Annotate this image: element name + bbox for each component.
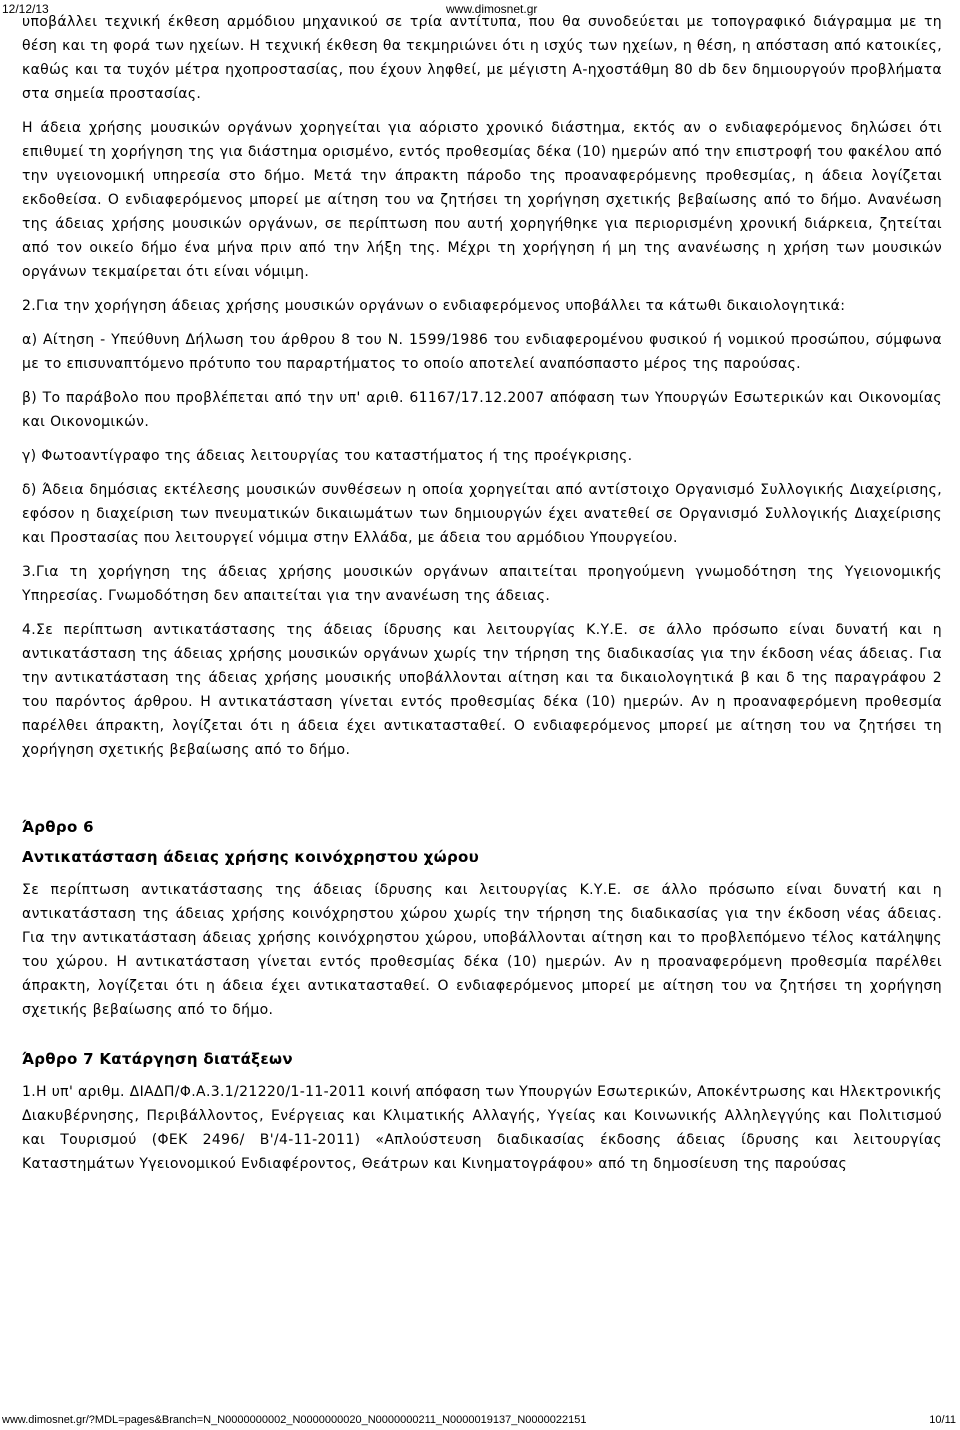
article-7-body: 1.Η υπ' αριθμ. ΔΙΑΔΠ/Φ.Α.3.1/21220/1-11-2011 κοινή απόφαση των Υπουργών Εσωτερικών, Αποκέντρωσης και Ηλεκτρονικής Διακυβέρνησης, Περιβάλλοντος, Ενέργειας και Κλιματικής Αλλαγής, Υγείας και Κοινωνικής Αλληλεγγύης και Πολιτισμού και Τουρισμού (ΦΕΚ 2496/ Β'/4-11-2011) «Απλούστευση διαδικασίας έκδοσης άδειας ίδρυσης και λειτουργίας Καταστημάτων Υγειονομικού Ενδιαφέροντος, Θεάτρων και Κινηματογράφου» από τη δημοσίευση της παρούσας xyxy=(22,1084,942,1172)
article-7-heading: Άρθρο 7 Κατάργηση διατάξεων xyxy=(22,1050,293,1068)
footer-url: www.dimosnet.gr/?MDL=pages&Branch=N_N0000000002_N0000000020_N0000000211_N0000019137_N0000022151 xyxy=(2,1414,587,1426)
paragraph-required-documents: 2.Για την χορήγηση άδειας χρήσης μουσικών οργάνων ο ενδιαφερόμενος υποβάλλει τα κάτωθι δικαιολογητικά: xyxy=(22,298,846,314)
paragraph-item-c: γ) Φωτοαντίγραφο της άδειας λειτουργίας του καταστήματος ή της προέγκρισης. xyxy=(22,448,633,464)
paragraph-item-d: δ) Άδεια δημόσιας εκτέλεσης μουσικών συνθέσεων η οποία χορηγείται από αντίστοιχο Οργανισμό Συλλογικής Διαχείρισης, εφόσον η διαχείριση των πνευματικών δικαιωμάτων των δημιουργών έχει ανατεθεί σε Οργανισμό Συλλογικής Διαχείρισης και Προστασίας που λειτουργεί νόμιμα στην Ελλάδα, με άδεια του αρμόδιου Υπουργείου. xyxy=(22,482,942,546)
paragraph-item-a: α) Αίτηση - Υπεύθυνη Δήλωση του άρθρου 8 του Ν. 1599/1986 του ενδιαφερομένου φυσικού ή νομικού προσώπου, σύμφωνα με το επισυναπτόμενο πρότυπο του παραρτήματος το οποίο αποτελεί αναπόσπαστο μέρος της παρούσας. xyxy=(22,332,942,372)
article-6-heading: Άρθρο 6 xyxy=(22,818,94,836)
paragraph-replacement: 4.Σε περίπτωση αντικατάστασης της άδειας ίδρυσης και λειτουργίας Κ.Υ.Ε. σε άλλο πρόσωπο είναι δυνατή και η αντικατάσταση της άδειας χρήσης μουσικών οργάνων χωρίς την τήρηση της διαδικασίας για την έκδοση νέας άδειας. Για την αντικατάσταση της άδειας χρήσης μουσικής υποβάλλονται αίτηση και τα δικαιολογητικά β και δ της παραγράφου 2 του παρόντος άρθρου. Η αντικατάσταση γίνεται εντός προθεσμίας δέκα (10) ημερών. Αν η προαναφερόμενη προθεσμία παρέλθει άπρακτη, λογίζεται ότι η άδεια έχει αντικατασταθεί. Ο ενδιαφερόμενος μπορεί με αίτηση του να ζητήσει τη χορήγηση σχετικής βεβαίωσης από το δήμο. xyxy=(22,622,942,758)
paragraph-technical-report: υποβάλλει τεχνική έκθεση αρμόδιου μηχανικού σε τρία αντίτυπα, που θα συνοδεύεται με τοπογραφικό διάγραμμα με τη θέση και τη φορά των ηχείων. Η τεχνική έκθεση θα τεκμηριώνει ότι η ισχύς των ηχείων, η θέση, η απόσταση από κατοικίες, καθώς και τα τυχόν μέτρα ηχοπροστασίας, που έχουν ληφθεί, με μέγιστη Α-ηχοστάθμη 80 db δεν δημιουργούν προβλήματα στα σημεία προστασίας. xyxy=(22,14,942,102)
document-body xyxy=(22,10,942,1186)
article-6-subheading: Αντικατάσταση άδειας χρήσης κοινόχρηστου χώρου xyxy=(22,848,480,866)
paragraph-item-b: β) Το παράβολο που προβλέπεται από την υπ' αριθ. 61167/17.12.2007 απόφαση των Υπουργών Εσωτερικών και Οικονομίας και Οικονομικών. xyxy=(22,390,942,430)
paragraph-health-opinion: 3.Για τη χορήγηση της άδειας χρήσης μουσικών οργάνων απαιτείται προηγούμενη γνωμοδότηση της Υγειονομικής Υπηρεσίας. Γνωμοδότηση δεν απαιτείται για την ανανέωση της άδειας. xyxy=(22,564,942,604)
page-footer xyxy=(0,1411,960,1429)
print-date: 12/12/13 xyxy=(2,2,49,16)
article-6-body: Σε περίπτωση αντικατάστασης της άδειας ίδρυσης και λειτουργίας Κ.Υ.Ε. σε άλλο πρόσωπο είναι δυνατή και η αντικατάσταση της άδειας χρήσης κοινόχρηστου χώρου χωρίς την τήρηση της διαδικασίας για την έκδοση νέας άδειας. Για την αντικατάσταση άδειας χρήσης κοινόχρηστου χώρου, υποβάλλονται αίτηση και το προβλεπόμενο τέλος κατάληψης του χώρου. Η αντικατάσταση γίνεται εντός προθεσμίας δέκα (10) ημερών. Αν η προαναφερόμενη προθεσμία παρέλθει άπρακτη, λογίζεται ότι η άδεια έχει αντικατασταθεί. Ο ενδιαφερόμενος μπορεί με αίτηση του να ζητήσει τη χορήγηση σχετικής βεβαίωσης από το δήμο. xyxy=(22,882,942,1018)
paragraph-license-duration: Η άδεια χρήσης μουσικών οργάνων χορηγείται για αόριστο χρονικό διάστημα, εκτός αν ο ενδιαφερόμενος δηλώσει ότι επιθυμεί τη χορήγηση της για διάστημα ορισμένο, εντός προθεσμίας δέκα (10) ημερών από την επιστροφή του φακέλου από την υγειονομική υπηρεσία στο δήμο. Μετά την άπρακτη πάροδο της προαναφερόμενης προθεσμίας, η άδεια λογίζεται εκδοθείσα. Ο ενδιαφερόμενος μπορεί με αίτηση του να ζητήσει τη χορήγηση σχετικής βεβαίωσης από το δήμο. Ανανέωση της άδειας χρήσης μουσικών οργάνων, σε περίπτωση που αυτή χορηγήθηκε για περιορισμένη χρονική διάρκεια, ζητείται από τον οικείο δήμο ένα μήνα πριν από την λήξη της. Μέχρι τη χορήγηση ή μη της ανανέωσης η χρήση των μουσικών οργάνων τεκμαίρεται ότι είναι νόμιμη. xyxy=(22,120,942,280)
site-name: www.dimosnet.gr xyxy=(446,2,538,16)
page-number: 10/11 xyxy=(929,1414,956,1426)
